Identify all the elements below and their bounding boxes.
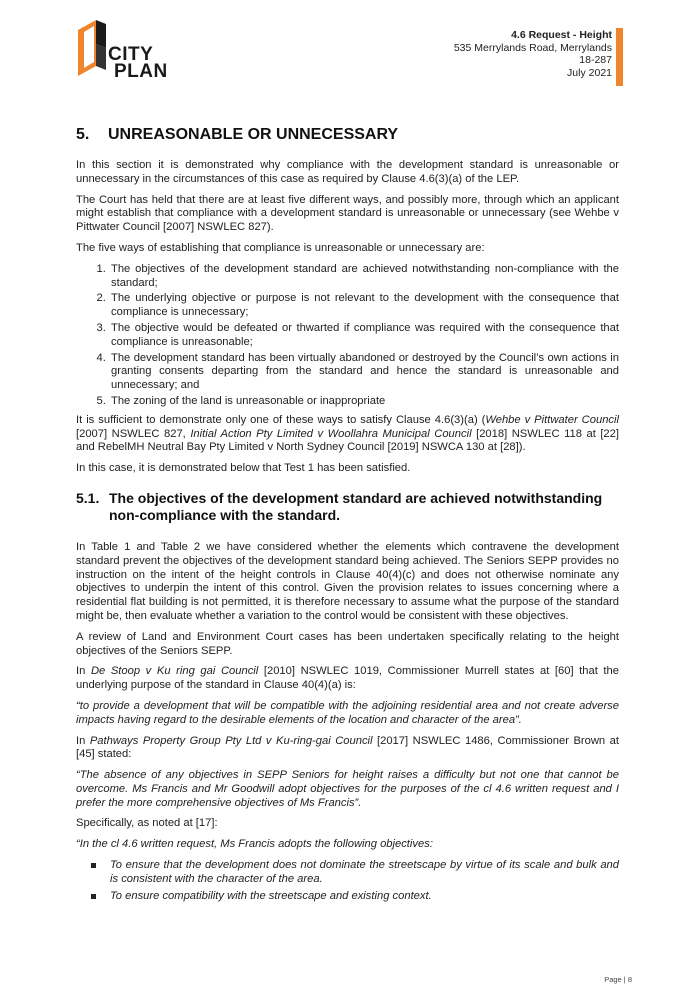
page-header xyxy=(454,29,612,79)
bullet-item: To ensure compatibility with the streetscape and existing context. xyxy=(110,890,619,904)
bullet-item: To ensure that the development does not dominate the streetscape by virtue of its scale and bulk and is consistent with the character of the area. xyxy=(110,859,619,885)
list-item: 3. The objective would be defeated or thwarted if compliance was required with the consequence that compliance is unreasonable; xyxy=(109,322,619,350)
quote: “In the cl 4.6 written request, Ms Francis adopts the following objectives: xyxy=(76,838,433,851)
paragraph: Specifically, as noted at [17]: xyxy=(76,817,218,830)
subsection-title: The objectives of the development standard are achieved notwithstanding non-compliance with the standard. xyxy=(109,489,603,523)
case-citation: Initial Action Pty Limited v Woollahra Municipal Council xyxy=(190,427,472,440)
text-run: [2017] NSWLEC 1486, Commissioner Brown at [45] stated: xyxy=(76,734,619,761)
five-ways-list xyxy=(76,263,619,409)
paragraph: In Table 1 and Table 2 we have considered whether the elements which contravene the development standard prevent the objectives of the development standard being achieved. The Seniors SEPP provides no instruction on the intent of the height controls in Clause 40(4)(c) and does not otherwise nominate any objectives to underpin the intent of this control. Given the provision relates to issues concerning where a residential flat building is not permitted, it is therefore necessary to assume what the purpose of the standard might be, then evaluate whether a variation to the control would be consistent with these objectives. xyxy=(76,540,619,622)
text-run: [2010] NSWLEC 1019, Commissioner Murrell states at [60] that the underlying purpose of the standard in Clause 40(4)(a) is: xyxy=(76,665,619,692)
site-address: 535 Merrylands Road, Merrylands xyxy=(453,41,612,54)
logo-wordmark xyxy=(108,46,168,80)
paragraph xyxy=(76,665,619,693)
list-item: 4. The development standard has been virtually abandoned or destroyed by the Council’s own actions in granting consents departing from the standard and hence the standard is unreasonable and unnecessary; and xyxy=(109,352,619,393)
list-item: 5. The zoning of the land is unreasonable or inappropriate xyxy=(109,395,619,409)
logo-line-city: CITY xyxy=(108,44,154,65)
section-heading xyxy=(76,126,619,144)
page-number: Page | 8 xyxy=(604,975,632,984)
paragraph xyxy=(76,414,619,455)
subsection-number: 5.1. xyxy=(76,489,100,506)
subsection-heading xyxy=(76,490,619,524)
case-citation: Pathways Property Group Pty Ltd v Ku-ring-gai Council xyxy=(89,734,373,747)
quote: “to provide a development that will be compatible with the adjoining residential area and not create adverse impacts having regard to the desirable elements of the location and character of the area”. xyxy=(76,699,619,726)
project-ref: 18-287 xyxy=(579,54,612,66)
text-run: In xyxy=(76,665,91,678)
list-item: 1. The objectives of the development standard are achieved notwithstanding non-compliance with the standard; xyxy=(109,263,619,291)
quote: “The absence of any objectives in SEPP Seniors for height raises a difficulty but not one that cannot be overcome. Ms Francis and Mr Goodwill adopt objectives for the purposes of the cl 4.6 written request and I prefer the more comprehensive objectives of Ms Francis”. xyxy=(76,769,619,809)
logo-line-plan: PLAN xyxy=(114,61,168,82)
list-item: 2. The underlying objective or purpose is not relevant to the development with the consequence that compliance is unnecessary; xyxy=(109,292,619,320)
section-number: 5. xyxy=(76,126,90,143)
document-date: July 2021 xyxy=(567,66,612,79)
paragraph: In this section it is demonstrated why compliance with the development standard is unreasonable or unnecessary in the circumstances of this case as required by Clause 4.6(3)(a) of the LEP. xyxy=(76,159,619,185)
paragraph: The Court has held that there are at least five different ways, and possibly more, through which an applicant might establish that compliance with a development standard is unreasonable or unnecessary (see Wehbe v Pittwater Council [2007] NSWLEC 827). xyxy=(76,193,619,234)
objectives-list xyxy=(76,859,619,903)
page-body xyxy=(76,126,619,906)
paragraph xyxy=(76,735,619,763)
header-accent-bar xyxy=(616,28,623,86)
text-run: [2018] NSWLEC 118 at [22] and RebelMH Neutral Bay Pty Limited v North Sydney Council [2019] NSWCA 130 at [28]). xyxy=(76,427,619,454)
section-title: UNREASONABLE OR UNNECESSARY xyxy=(108,126,399,143)
text-run: [2007] NSWLEC 827, xyxy=(76,427,191,440)
paragraph: The five ways of establishing that compliance is unreasonable or unnecessary are: xyxy=(76,241,485,254)
case-citation: De Stoop v Ku ring gai Council xyxy=(90,665,259,678)
document-title: 4.6 Request - Height xyxy=(511,29,612,41)
paragraph: In this case, it is demonstrated below that Test 1 has been satisfied. xyxy=(76,462,411,475)
text-run: In xyxy=(76,734,90,747)
text-run: It is sufficient to demonstrate only one of these ways to satisfy Clause 4.6(3)(a) ( xyxy=(76,413,486,426)
paragraph: A review of Land and Environment Court cases has been undertaken specifically relating to the height objectives of the Seniors SEPP. xyxy=(76,630,619,657)
case-citation: Wehbe v Pittwater Council xyxy=(485,413,619,426)
